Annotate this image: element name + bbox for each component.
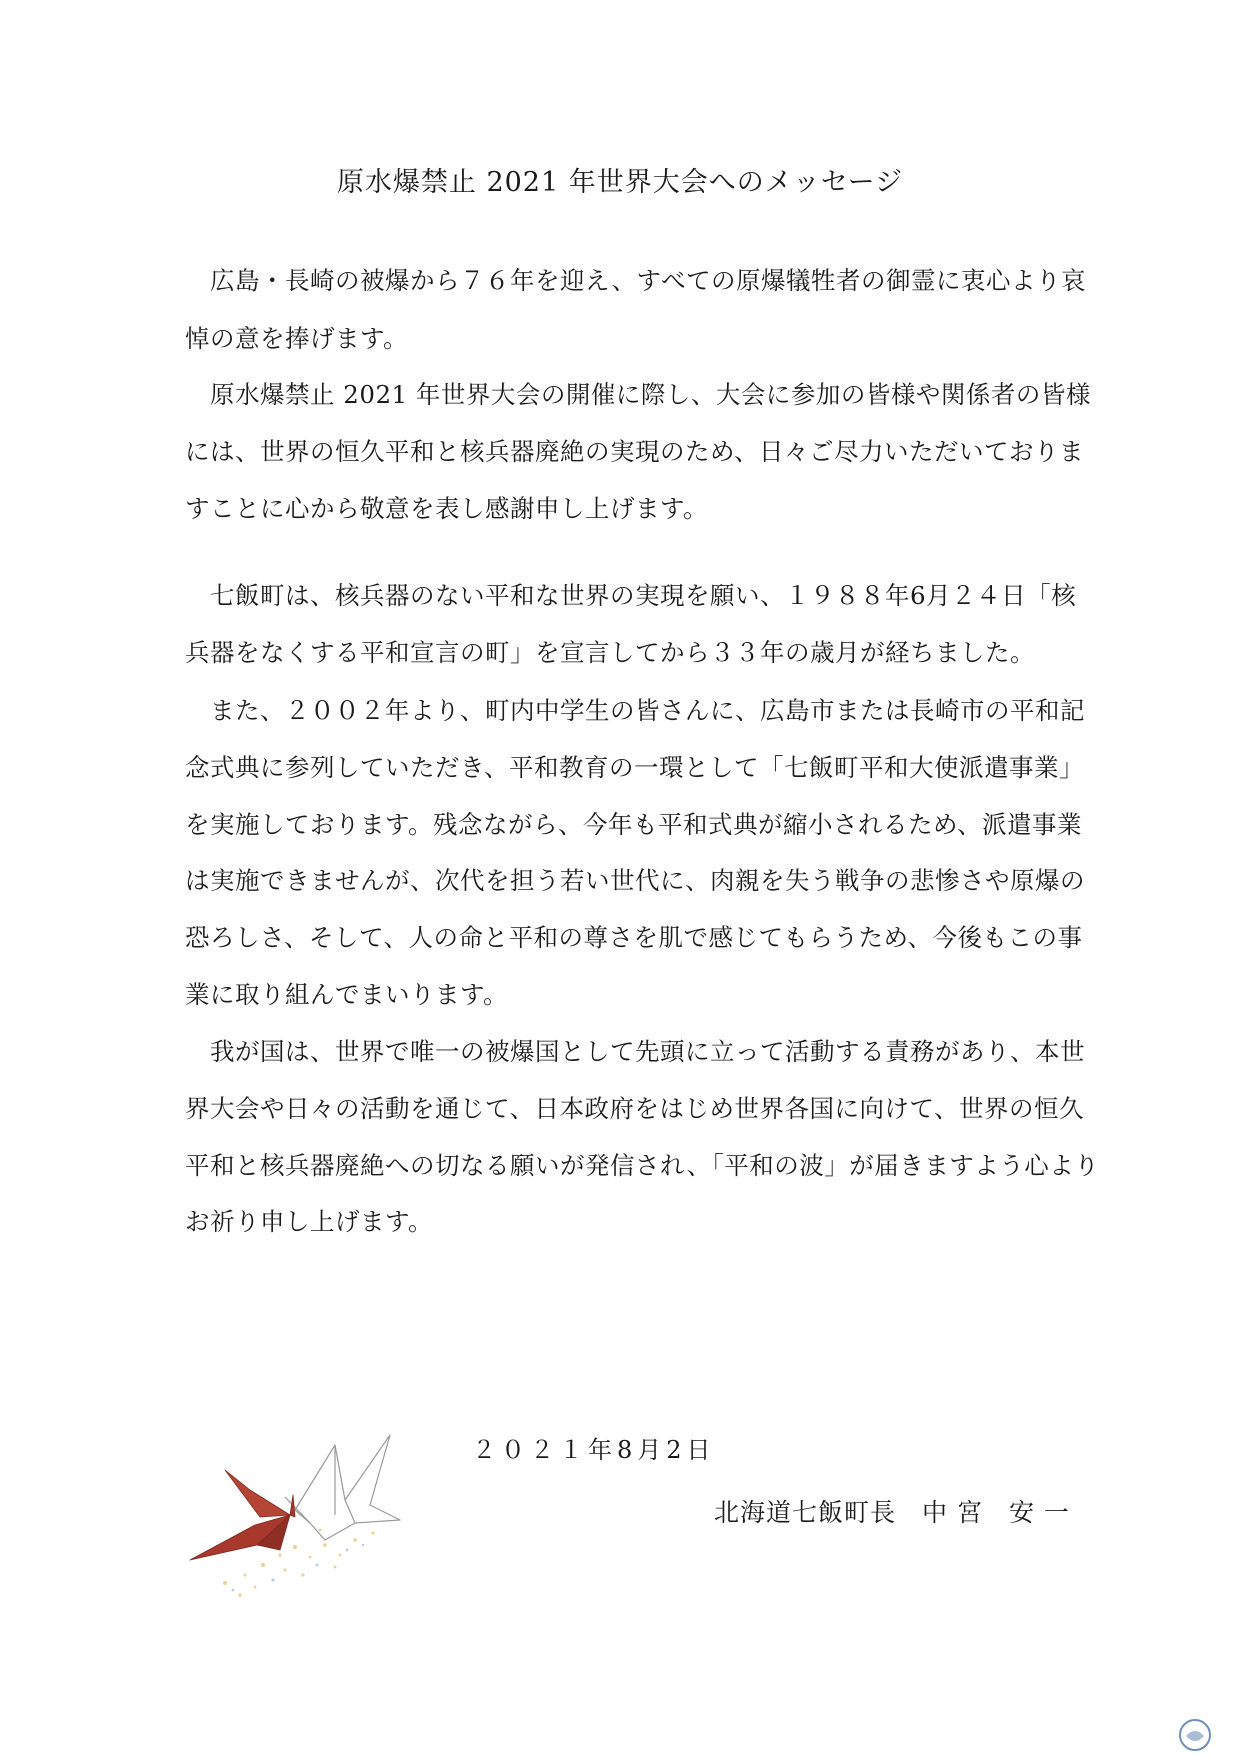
body-line-8: また、２００２年より、町内中学生の皆さんに、広島市または長崎市の平和記 — [210, 696, 1085, 725]
body-line-12: 恐ろしさ、そして、人の命と平和の尊さを肌で感じてもらうため、今後もこの事 — [185, 923, 1083, 952]
body-line-2: 悼の意を捧げます。 — [185, 324, 409, 353]
body-line-10: を実施しております。残念ながら、今年も平和式典が縮小されるため、派遣事業 — [185, 810, 1083, 839]
body-line-15: 界大会や日々の活動を通じて、日本政府をはじめ世界各国に向けて、世界の恒久 — [185, 1094, 1085, 1123]
body-line-1: 広島・長崎の被爆から７６年を迎え、すべての原爆犠牲者の御霊に衷心より哀 — [210, 266, 1086, 295]
paper-crane-illustration — [185, 1405, 425, 1605]
body-line-4: には、世界の恒久平和と核兵器廃絶の実現のため、日々ご尽力いただいておりま — [185, 437, 1085, 466]
page-title: 原水爆禁止 2021 年世界大会へのメッセージ — [336, 167, 904, 198]
body-line-14: 我が国は、世界で唯一の被爆国として先頭に立って活動する責務があり、本世 — [210, 1037, 1085, 1066]
corner-stamp-icon — [1178, 1718, 1212, 1752]
body-line-7: 兵器をなくする平和宣言の町」を宣言してから３３年の歳月が経ちました。 — [185, 638, 1035, 667]
body-line-16: 平和と核兵器廃絶への切なる願いが発信され、「平和の波」が届きますよう心より — [185, 1151, 1100, 1180]
body-line-13: 業に取り組んでまいります。 — [185, 980, 509, 1009]
body-line-11: は実施できませんが、次代を担う若い世代に、肉親を失う戦争の悲惨さや原爆の — [185, 866, 1085, 895]
body-line-5: すことに心から敬意を表し感謝申し上げます。 — [185, 494, 709, 523]
body-line-3: 原水爆禁止 2021 年世界大会の開催に際し、大会に参加の皆様や関係者の皆様 — [210, 380, 1091, 409]
document-date: ２０２１年8月2日 — [472, 1436, 716, 1464]
signature-line: 北海道七飯町長 中 宮 安 一 — [714, 1498, 1070, 1527]
body-line-6: 七飯町は、核兵器のない平和な世界の実現を願い、１９８８年6月２４日「核 — [210, 581, 1077, 610]
body-line-17: お祈り申し上げます。 — [185, 1207, 434, 1236]
body-line-9: 念式典に参列していただき、平和教育の一環として「七飯町平和大使派遣事業」 — [185, 753, 1085, 782]
